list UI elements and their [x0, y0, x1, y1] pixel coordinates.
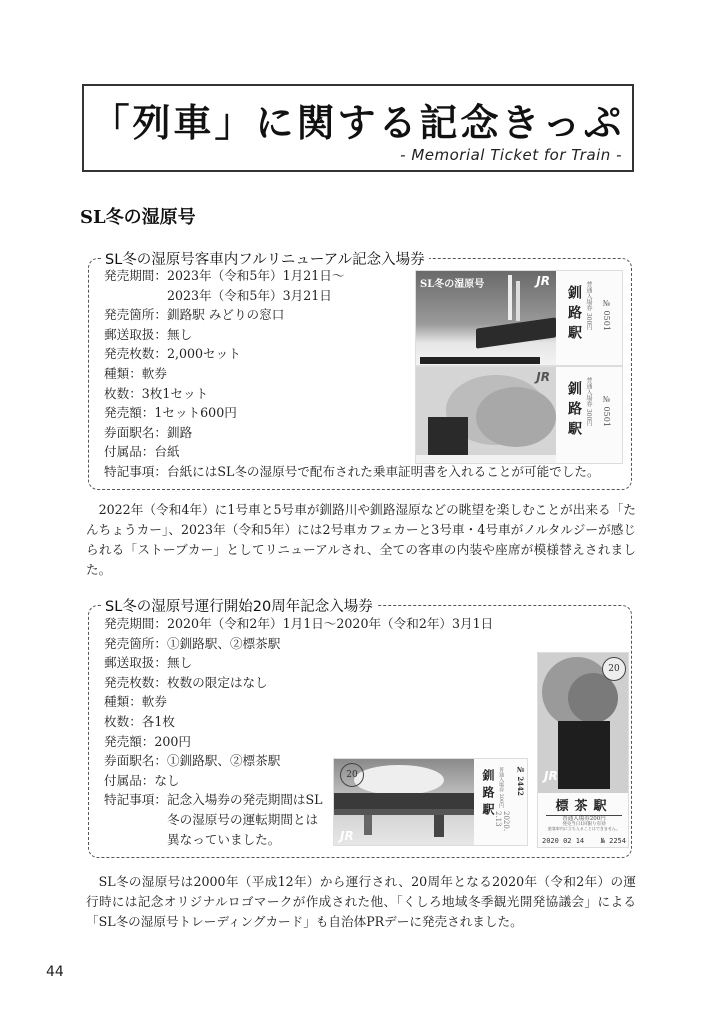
jr-logo: JR — [536, 274, 550, 288]
smoke-shape — [476, 387, 556, 447]
spec-row: 発売箇所：①釧路駅、②標茶駅 — [104, 635, 281, 651]
ticket-image-kushiro — [333, 758, 528, 846]
issue-date: 2020 02 14 — [542, 837, 585, 845]
spec-row: 種類：軟券 — [104, 694, 167, 710]
station-name: 標茶駅 — [546, 795, 622, 816]
station-name: 釧路駅 — [566, 381, 582, 441]
snow-shape — [416, 455, 556, 464]
spec-row: 特記事項：記念入場券の発売期間はSL — [104, 792, 323, 808]
station-name: 釧路駅 — [481, 769, 495, 820]
ticket-type: 普通入場券 200円 — [498, 767, 504, 809]
20th-anniversary-logo: 20 — [602, 657, 626, 681]
jr-logo: JR — [536, 370, 550, 384]
ticket-stub — [556, 367, 623, 464]
serial-number: № 0501 — [602, 395, 611, 427]
train-photo-smoke — [416, 367, 556, 464]
body-paragraph-renewal: 2022年（令和4年）に1号車と5号車が釧路川や釧路湿原などの眺望を楽しむことが出来る「たんちょうカー」、2023年（令和5年）には2号車カフェカーと3号車・4号車がノルタルジーが感じられる「ストーブカー」としてリニューアルされ、全ての客車の内装や座席が模様替えされました。 — [86, 502, 636, 577]
chimney-shape — [516, 281, 520, 321]
spec-row: 郵送取扱：無し — [104, 655, 193, 671]
ticket-image-renewal-lower — [415, 366, 623, 464]
box-title-renewal: SL冬の湿原号客車内フルリニューアル記念入場券 — [101, 248, 429, 269]
spec-row: 発売期間：2023年（令和5年）1月21日～ — [104, 268, 345, 283]
spec-row: 券面駅名：釧路 — [104, 424, 193, 440]
ticket-note: 旅客車内に立ち入ることはできません。 — [547, 826, 621, 831]
serial-number: № 2442 — [516, 765, 525, 796]
spec-row: 枚数：3枚1セット — [104, 385, 209, 401]
20th-anniversary-logo: 20 — [340, 763, 364, 787]
spec-row: 券面駅名：①釧路駅、②標茶駅 — [104, 753, 281, 769]
spec-row: 冬の湿原号の運転期間とは — [167, 811, 319, 827]
page-title: 「列車」に関する記念きっぷ — [91, 100, 625, 145]
spec-row: 発売額：1セット600円 — [104, 405, 237, 421]
locomotive-shape — [428, 417, 468, 457]
spec-row: 種類：軟券 — [104, 365, 167, 381]
ticket-stub — [538, 793, 629, 848]
station-name: 釧路駅 — [566, 285, 582, 345]
spec-row: 付属品：なし — [104, 772, 180, 788]
spec-row: 枚数：各1枚 — [104, 713, 175, 729]
smoke-shape — [354, 765, 444, 795]
ticket-image-renewal-upper — [415, 270, 623, 366]
pier-shape — [364, 815, 372, 835]
ticket-stub — [556, 271, 623, 366]
caption-bar — [420, 357, 540, 364]
train-photo-front — [538, 653, 629, 793]
spec-row: 発売枚数：2,000セット — [104, 346, 241, 362]
serial-number: № 2254 — [600, 837, 626, 845]
issue-date: 2020. 2.13 — [494, 811, 510, 832]
body-paragraph-20th: SL冬の湿原号は2000年（平成12年）から運行され、20周年となる2020年（令和2年）の運行時には記念オリジナルロゴマークが作成された他、「くしろ地域冬季観光開発協議会」による「SL冬の湿原号トレーディングカード」も自治体PRデーに発売されました。 — [86, 874, 636, 929]
spec-row: 発売期間：2020年（令和2年）1月1日～2020年（令和2年）3月1日 — [104, 616, 494, 631]
locomotive-shape — [558, 721, 610, 789]
ticket-stub — [474, 759, 528, 846]
ticket-note: 発売当日1回限り有効 — [562, 822, 606, 827]
spec-row: 発売額：200円 — [104, 733, 192, 749]
spec-row: 付属品：台紙 — [104, 444, 180, 460]
bridge-shape — [334, 809, 474, 815]
train-shape — [476, 317, 556, 348]
pier-shape — [434, 815, 444, 837]
ticket-type: 普通入場券 300円 — [585, 377, 592, 427]
spec-row: 2023年（令和5年）3月21日 — [167, 287, 332, 303]
spec-row: 発売枚数：枚数の限定はなし — [104, 674, 268, 690]
train-shape — [334, 793, 474, 809]
section-heading: SL冬の湿原号 — [80, 207, 196, 228]
jr-logo: JR — [340, 829, 354, 843]
sl-logo: SL冬の湿原号 — [420, 279, 485, 290]
spec-row: 発売箇所：釧路駅 みどりの窓口 — [104, 307, 285, 323]
serial-number: № 0501 — [602, 299, 611, 331]
train-photo-factory — [416, 271, 556, 366]
title-box — [82, 84, 634, 172]
ticket-type: 普通入場券 300円 — [585, 281, 592, 331]
ticket-image-shibecha — [537, 652, 629, 848]
train-photo-bridge — [334, 759, 474, 846]
page-number: 44 — [46, 964, 64, 980]
spec-row: 特記事項：台紙にはSL冬の湿原号で配布された乗車証明書を入れることが可能でした。 — [104, 463, 600, 479]
page-subtitle: - Memorial Ticket for Train - — [400, 146, 622, 164]
box-title-20th: SL冬の湿原号運行開始20周年記念入場券 — [101, 595, 377, 616]
ticket-type: 普通入場券200円 — [562, 816, 606, 822]
spec-row: 郵送取扱：無し — [104, 326, 193, 342]
chimney-shape — [508, 275, 512, 320]
jr-logo: JR — [544, 769, 558, 783]
spec-row: 異なっていました。 — [167, 831, 281, 847]
